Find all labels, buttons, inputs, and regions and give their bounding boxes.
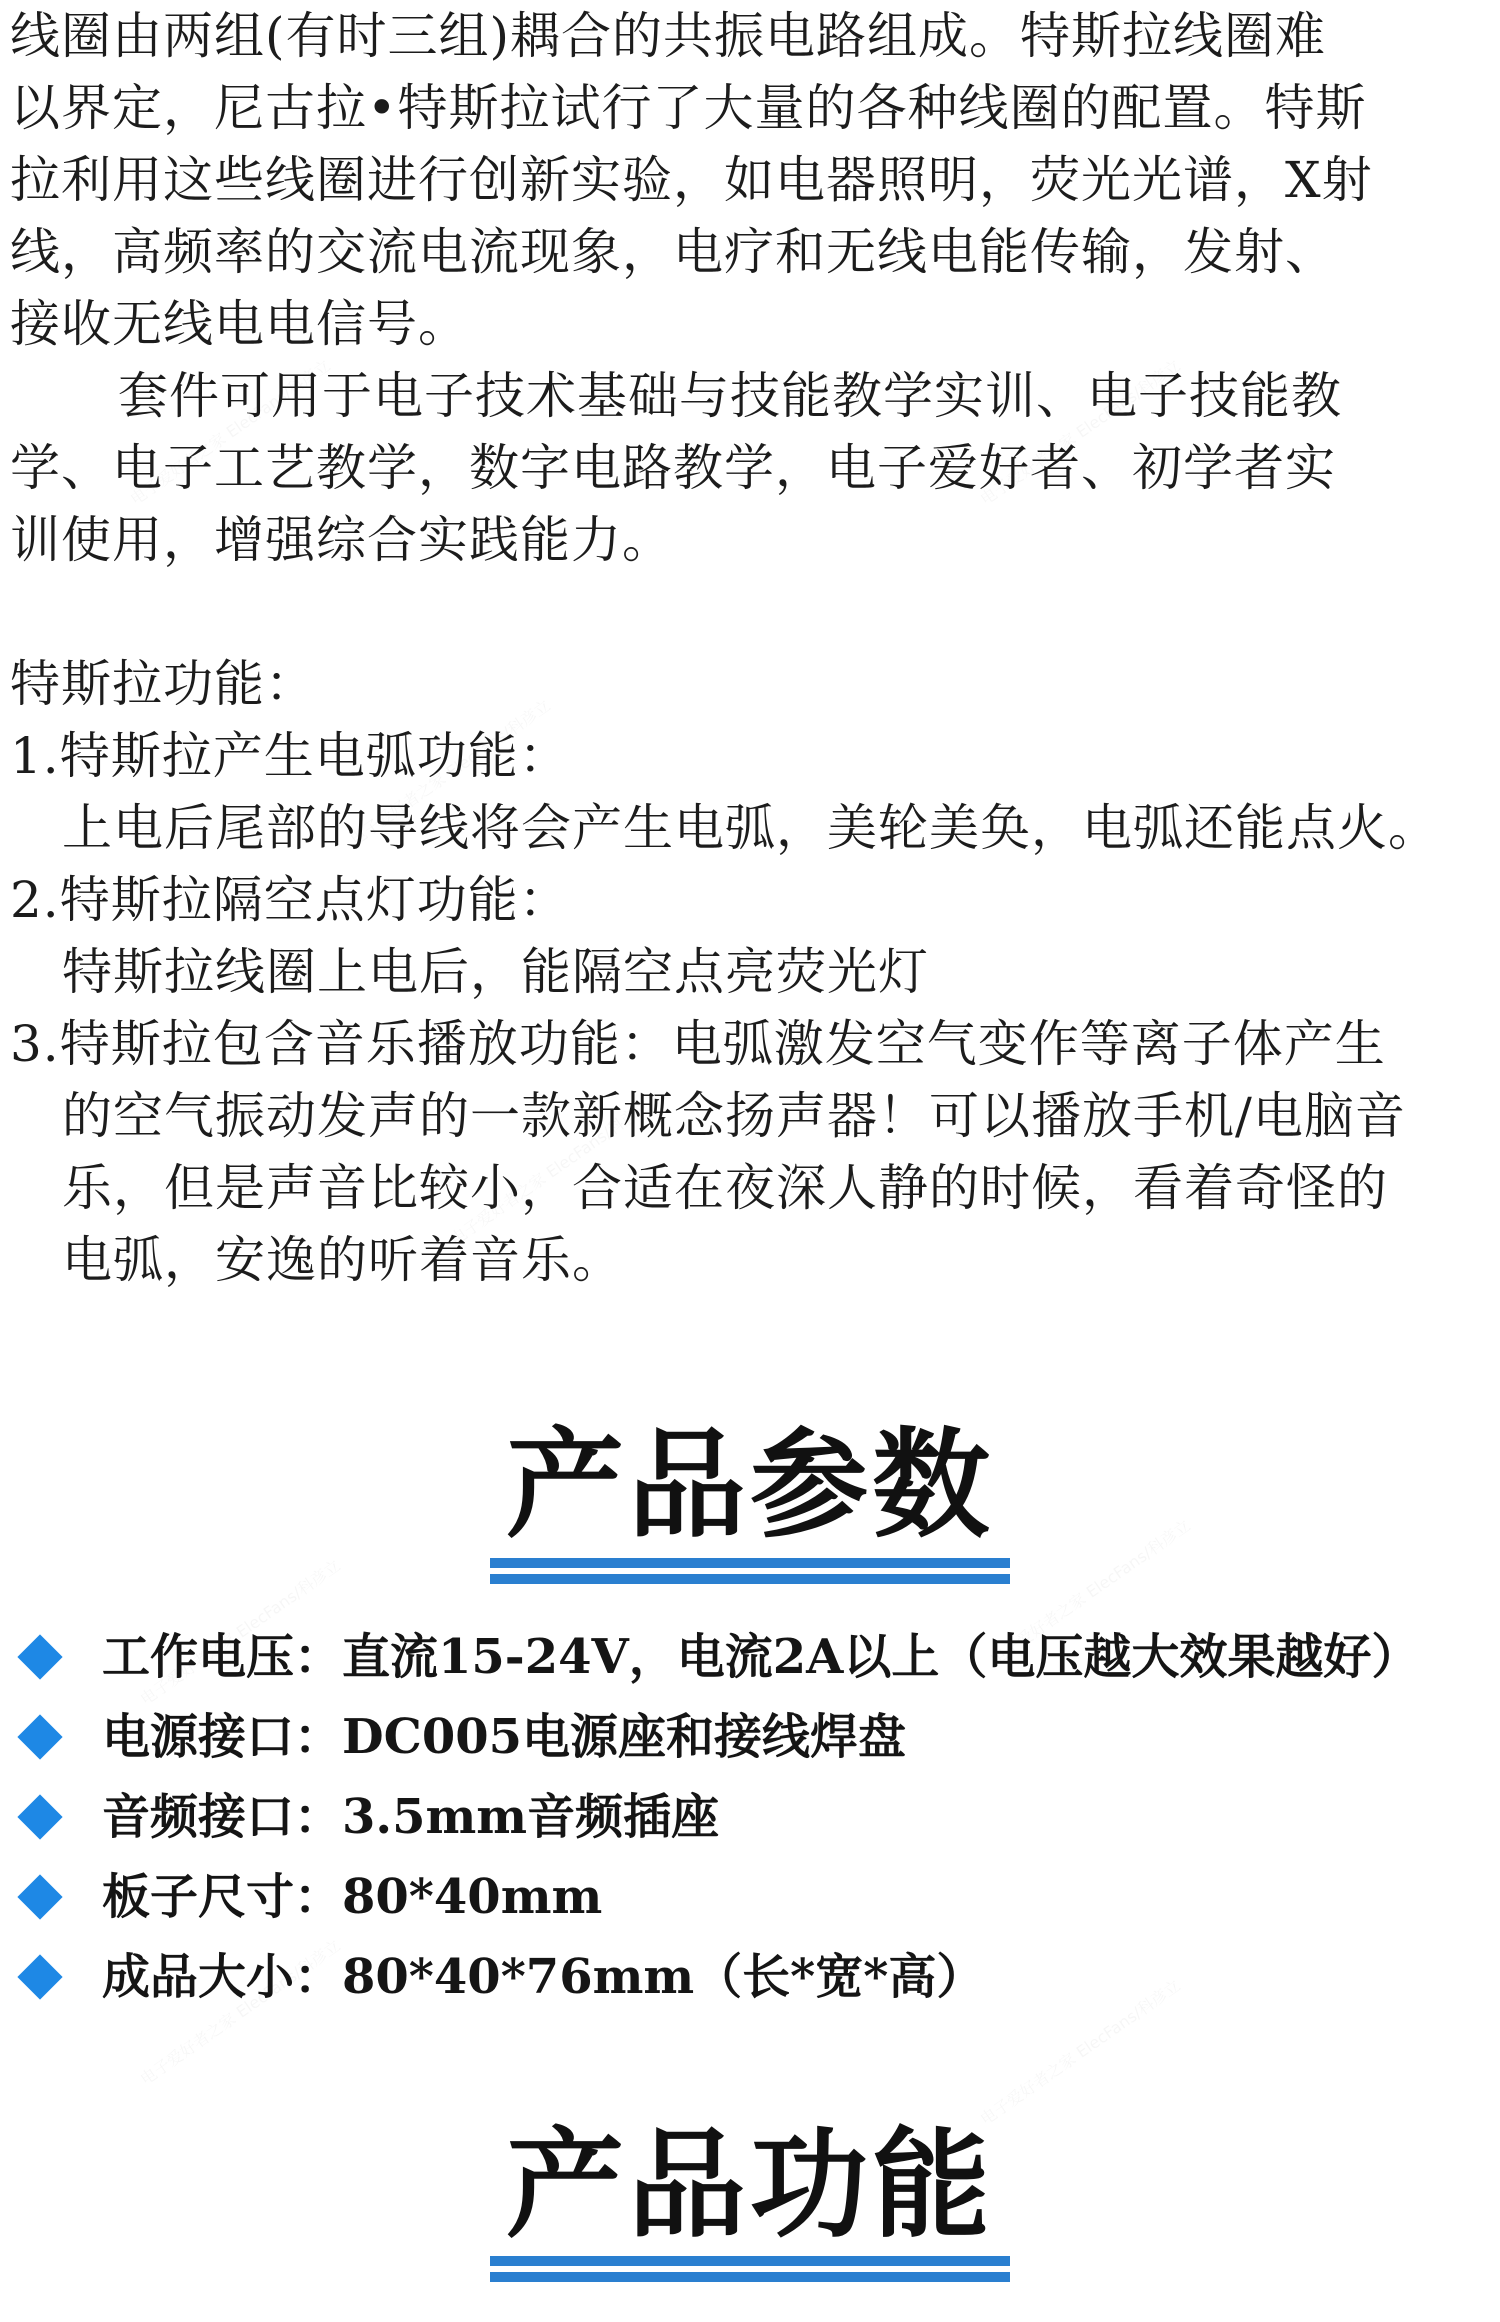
param-text: 成品大小：80*40*76mm（长*宽*高） xyxy=(102,1949,985,2005)
feature-item-desc: 乐，但是声音比较小，合适在夜深人静的时候，看着奇怪的 xyxy=(62,1159,1388,1217)
diamond-bullet-icon xyxy=(17,1634,62,1679)
param-item xyxy=(20,1622,1419,1692)
watermark-cn xyxy=(137,2009,240,2089)
diamond-bullet-icon xyxy=(17,1794,62,1839)
usage-line: 训使用，增强综合实践能力。 xyxy=(10,511,673,569)
diamond-bullet-icon xyxy=(17,1954,62,1999)
intro-line: 以界定，尼古拉•特斯拉试行了大量的各种线圈的配置。特斯 xyxy=(10,79,1367,137)
underline-bar xyxy=(490,2272,1010,2282)
param-item xyxy=(20,1702,906,1772)
intro-line: 接收无线电电信号。 xyxy=(10,295,469,353)
features-heading: 特斯拉功能： xyxy=(10,655,316,713)
feature-item-desc: 上电后尾部的导线将会产生电弧，美轮美奂，电弧还能点火。 xyxy=(62,799,1439,857)
intro-line: 拉利用这些线圈进行创新实验，如电器照明，荧光光谱，X射 xyxy=(10,151,1373,209)
feature-item-title: 3.特斯拉包含音乐播放功能：电弧激发空气变作等离子体产生 xyxy=(10,1015,1386,1073)
underline-bar xyxy=(490,1558,1010,1568)
usage-line: 套件可用于电子技术基础与技能教学实训、电子技能教 xyxy=(118,367,1342,425)
section-title-underline xyxy=(490,2256,1010,2282)
param-text: 工作电压：直流15-24V，电流2A以上（电压越大效果越好） xyxy=(102,1629,1420,1685)
diamond-bullet-icon xyxy=(17,1714,62,1759)
param-item xyxy=(20,1862,602,1932)
underline-bar xyxy=(490,1574,1010,1584)
section-title-functions: 产品功能 xyxy=(505,2116,994,2254)
intro-line: 线圈由两组(有时三组)耦合的共振电路组成。特斯拉线圈难 xyxy=(10,7,1327,65)
feature-item-desc: 电弧，安逸的听着音乐。 xyxy=(62,1231,623,1289)
feature-item-desc: 的空气振动发声的一款新概念扬声器！可以播放手机/电脑音 xyxy=(62,1087,1406,1145)
param-item xyxy=(20,1782,719,1852)
watermark-en xyxy=(1073,1976,1184,2062)
underline-bar xyxy=(490,2256,1010,2266)
intro-line: 线，高频率的交流电流现象，电疗和无线电能传输，发射、 xyxy=(10,223,1336,281)
param-text: 音频接口：3.5mm音频插座 xyxy=(102,1789,720,1845)
param-text: 电源接口：DC005电源座和接线焊盘 xyxy=(102,1709,907,1765)
param-item xyxy=(20,1942,984,2012)
section-title-params: 产品参数 xyxy=(505,1416,994,1554)
feature-item-desc: 特斯拉线圈上电后，能隔空点亮荧光灯 xyxy=(62,943,929,1001)
usage-line: 学、电子工艺教学，数字电路教学，电子爱好者、初学者实 xyxy=(10,439,1336,497)
feature-item-title: 2.特斯拉隔空点灯功能： xyxy=(10,871,570,929)
feature-item-title: 1.特斯拉产生电弧功能： xyxy=(10,727,570,785)
watermark xyxy=(975,1973,1185,2129)
param-text: 板子尺寸：80*40mm xyxy=(102,1869,603,1925)
section-title-underline xyxy=(490,1558,1010,1584)
diamond-bullet-icon xyxy=(17,1874,62,1919)
